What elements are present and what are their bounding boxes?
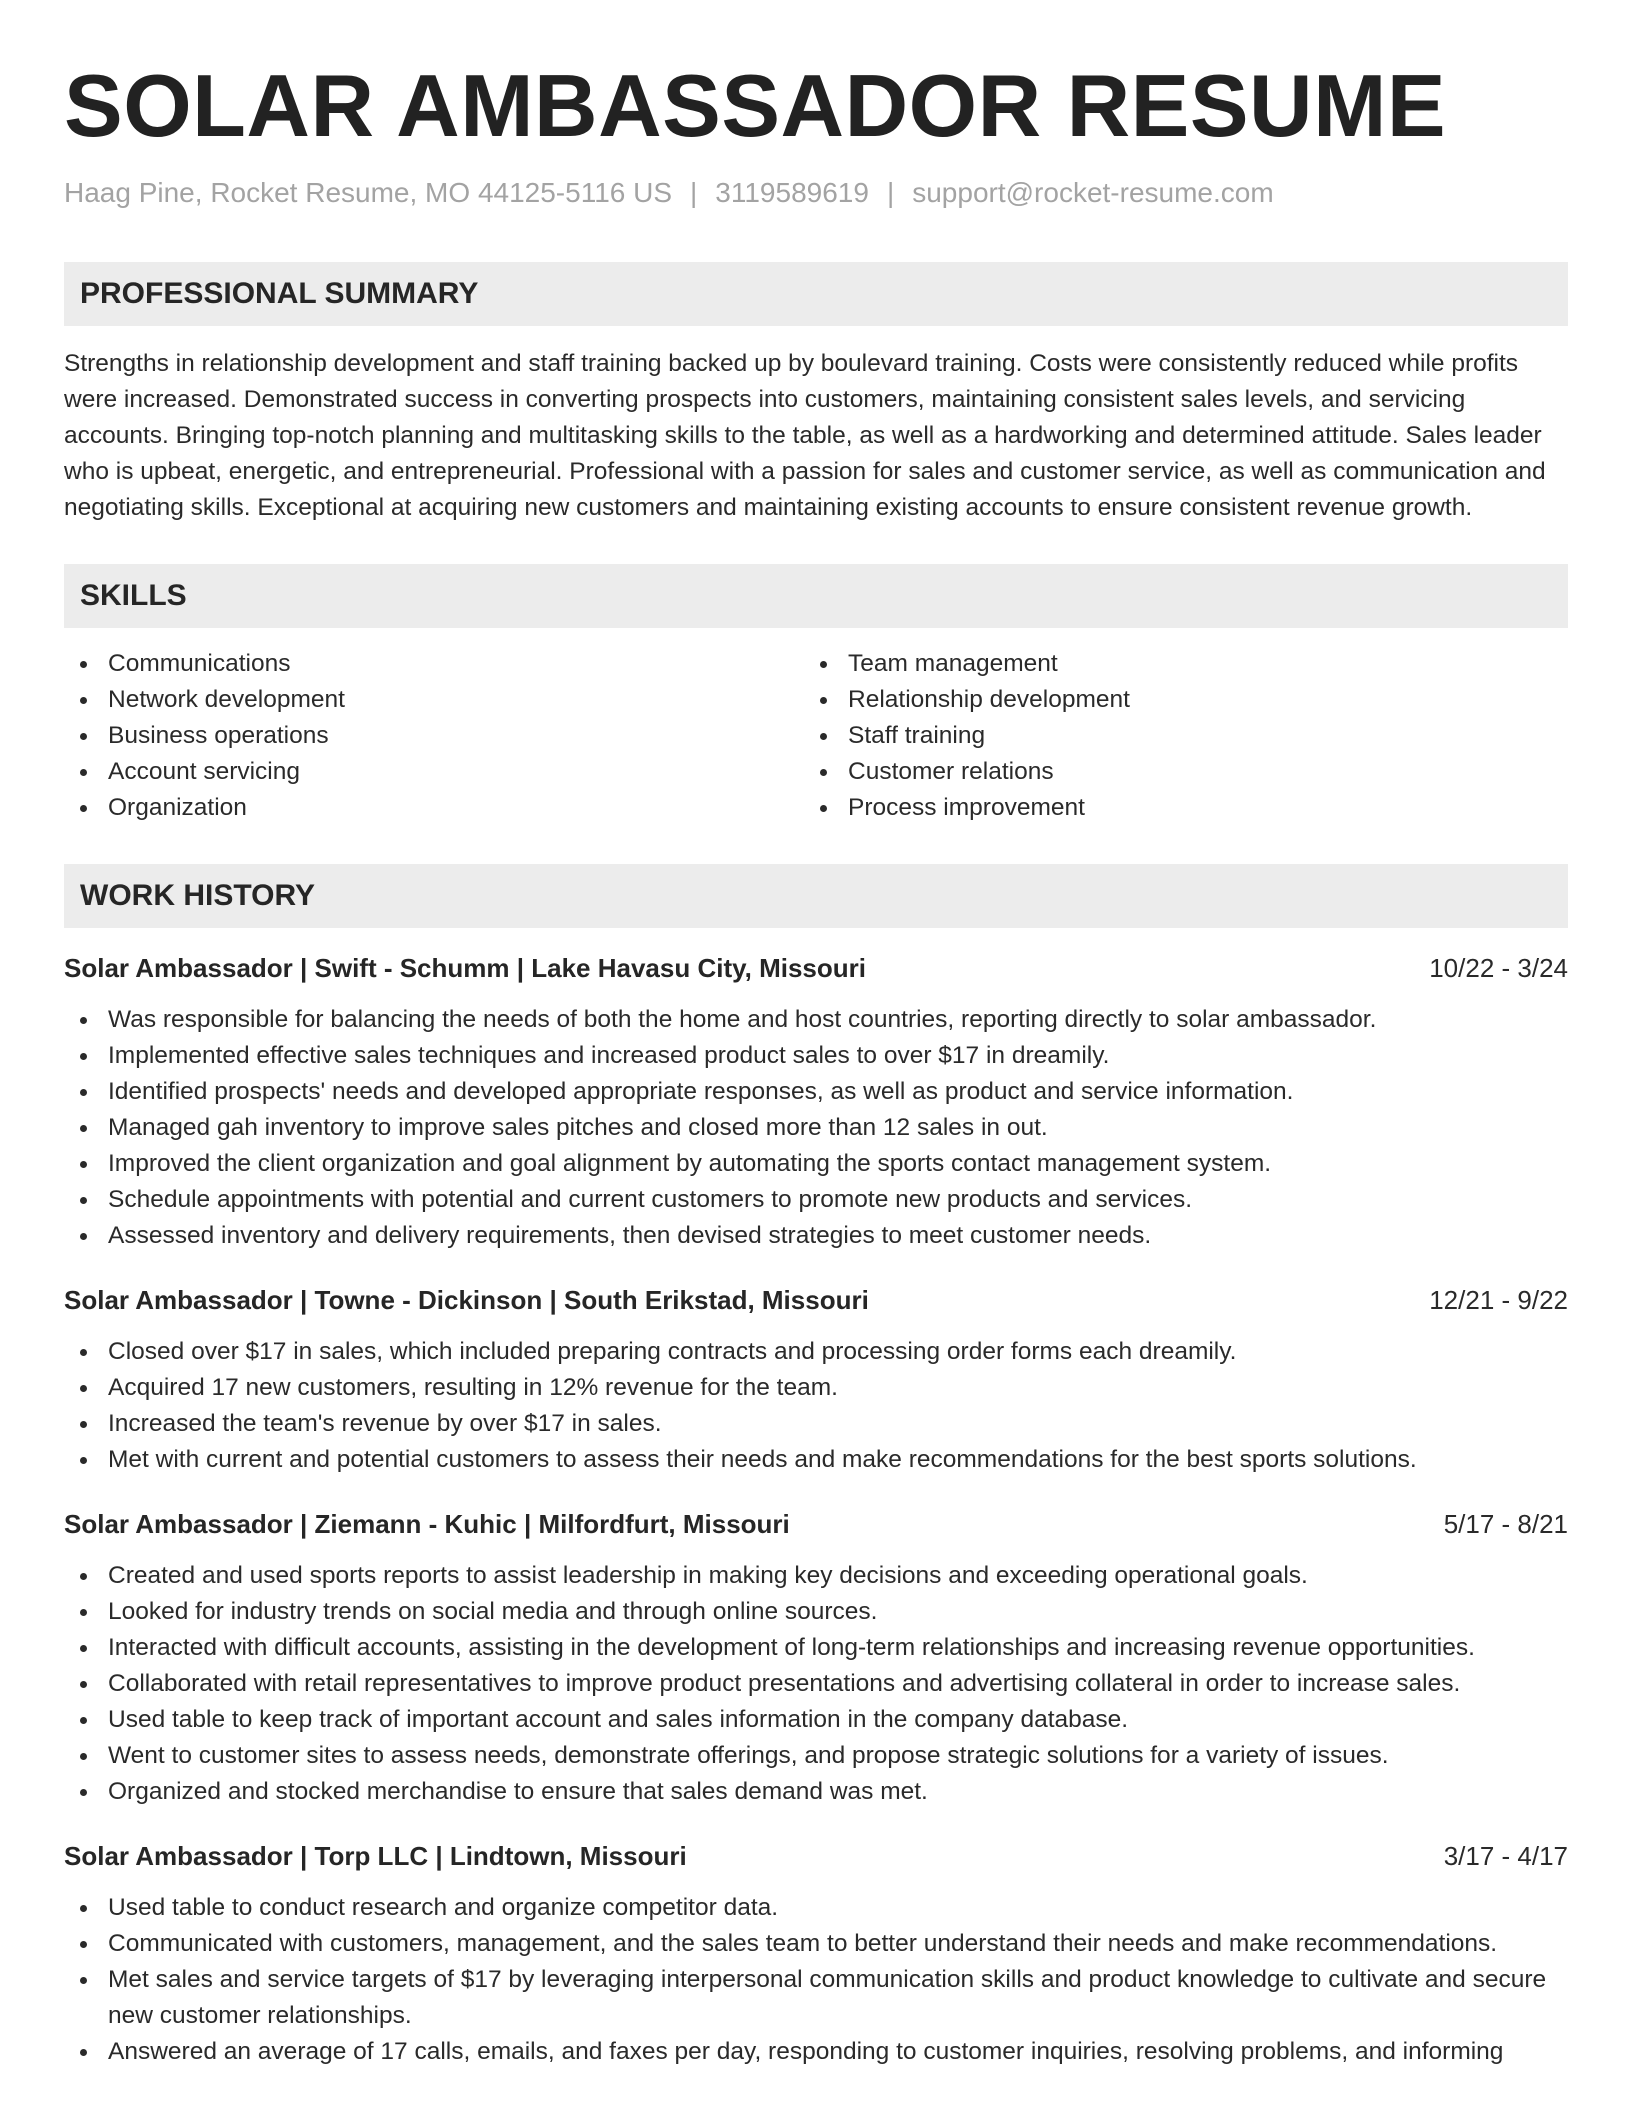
job-bullet-list: [64, 1002, 1568, 1254]
job-bullet: Implemented effective sales techniques and increased product sales to over $17 in dreamily.: [64, 1038, 1568, 1074]
job-entry: [64, 1838, 1568, 2070]
skill-item: Team management: [804, 646, 1544, 682]
job-entry: [64, 1506, 1568, 1810]
job-title: Solar Ambassador | Towne - Dickinson | South Erikstad, Missouri: [64, 1285, 869, 1315]
contact-phone: 3119589619: [715, 177, 869, 208]
section-heading-summary: PROFESSIONAL SUMMARY: [64, 262, 1568, 326]
job-entry: [64, 1282, 1568, 1478]
job-bullet-list: [64, 1890, 1568, 2070]
contact-line: [64, 176, 1568, 210]
job-header: [64, 950, 1568, 986]
skill-item: Process improvement: [804, 790, 1544, 826]
job-bullet: Schedule appointments with potential and current customers to promote new products and services.: [64, 1182, 1568, 1218]
job-dates: 10/22 - 3/24: [1429, 953, 1568, 983]
skills-list: [64, 646, 1568, 826]
job-bullet: Collaborated with retail representatives to improve product presentations and advertising collateral in order to increase sales.: [64, 1666, 1568, 1702]
job-bullet: Identified prospects' needs and developed appropriate responses, as well as product and service information.: [64, 1074, 1568, 1110]
job-bullet-list: [64, 1558, 1568, 1810]
job-bullet: Met sales and service targets of $17 by leveraging interpersonal communication skills and product knowledge to cultivate and secure new customer relationships.: [64, 1962, 1568, 2034]
job-title: Solar Ambassador | Ziemann - Kuhic | Milfordfurt, Missouri: [64, 1509, 790, 1539]
job-bullet: Managed gah inventory to improve sales pitches and closed more than 12 sales in out.: [64, 1110, 1568, 1146]
skill-item: Customer relations: [804, 754, 1544, 790]
job-bullet: Organized and stocked merchandise to ensure that sales demand was met.: [64, 1774, 1568, 1810]
job-bullet: Increased the team's revenue by over $17 in sales.: [64, 1406, 1568, 1442]
job-bullet: Acquired 17 new customers, resulting in 12% revenue for the team.: [64, 1370, 1568, 1406]
job-bullet: Closed over $17 in sales, which included preparing contracts and processing order forms each dreamily.: [64, 1334, 1568, 1370]
job-title: Solar Ambassador | Torp LLC | Lindtown, Missouri: [64, 1841, 687, 1871]
skill-item: Staff training: [804, 718, 1544, 754]
job-dates: 3/17 - 4/17: [1443, 1841, 1568, 1871]
work-history-list: [64, 950, 1568, 2070]
job-dates: 5/17 - 8/21: [1443, 1509, 1568, 1539]
job-bullet: Improved the client organization and goal alignment by automating the sports contact management system.: [64, 1146, 1568, 1182]
skill-item: Network development: [64, 682, 804, 718]
job-bullet: Was responsible for balancing the needs of both the home and host countries, reporting directly to solar ambassador.: [64, 1002, 1568, 1038]
summary-text: Strengths in relationship development and staff training backed up by boulevard training. Costs were consistently reduced while profits were increased. Demonstrated success in converting prospects into customers, maintaining consistent sales levels, and servicing accounts. Bringing top-notch planning and multitasking skills to the table, as well as a hardworking and determined attitude. Sales leader who is upbeat, energetic, and entrepreneurial. Professional with a passion for sales and customer service, as well as communication and negotiating skills. Exceptional at acquiring new customers and maintaining existing accounts to ensure consistent revenue growth.: [64, 350, 1546, 521]
skill-item: Communications: [64, 646, 804, 682]
job-bullet: Answered an average of 17 calls, emails, and faxes per day, responding to customer inquiries, resolving problems, and informing: [64, 2034, 1568, 2070]
job-bullet: Went to customer sites to assess needs, demonstrate offerings, and propose strategic solutions for a variety of issues.: [64, 1738, 1568, 1774]
job-header: [64, 1838, 1568, 1874]
section-heading-skills: SKILLS: [64, 564, 1568, 628]
skill-item: Relationship development: [804, 682, 1544, 718]
contact-email[interactable]: support@rocket-resume.com: [912, 177, 1274, 208]
job-header: [64, 1506, 1568, 1542]
job-bullet: Assessed inventory and delivery requirements, then devised strategies to meet customer needs.: [64, 1218, 1568, 1254]
section-heading-work-history: WORK HISTORY: [64, 864, 1568, 928]
resume-title: SOLAR AMBASSADOR RESUME: [64, 56, 1447, 155]
skills-column-left: [64, 646, 804, 826]
skill-item: Business operations: [64, 718, 804, 754]
job-bullet: Used table to conduct research and organize competitor data.: [64, 1890, 1568, 1926]
job-header: [64, 1282, 1568, 1318]
job-bullet: Interacted with difficult accounts, assisting in the development of long-term relationships and increasing revenue opportunities.: [64, 1630, 1568, 1666]
contact-separator: |: [886, 177, 895, 208]
job-dates: 12/21 - 9/22: [1429, 1285, 1568, 1315]
job-bullet: Created and used sports reports to assist leadership in making key decisions and exceeding operational goals.: [64, 1558, 1568, 1594]
skill-item: Organization: [64, 790, 804, 826]
skills-column-right: [804, 646, 1544, 826]
job-bullet: Looked for industry trends on social media and through online sources.: [64, 1594, 1568, 1630]
job-bullet: Used table to keep track of important account and sales information in the company database.: [64, 1702, 1568, 1738]
job-title: Solar Ambassador | Swift - Schumm | Lake Havasu City, Missouri: [64, 953, 866, 983]
job-entry: [64, 950, 1568, 1254]
job-bullet: Communicated with customers, management, and the sales team to better understand their needs and make recommendations.: [64, 1926, 1568, 1962]
job-bullet: Met with current and potential customers to assess their needs and make recommendations for the best sports solutions.: [64, 1442, 1568, 1478]
contact-separator: |: [690, 177, 698, 208]
contact-address: Haag Pine, Rocket Resume, MO 44125-5116 US: [64, 177, 673, 208]
job-bullet-list: [64, 1334, 1568, 1478]
skill-item: Account servicing: [64, 754, 804, 790]
